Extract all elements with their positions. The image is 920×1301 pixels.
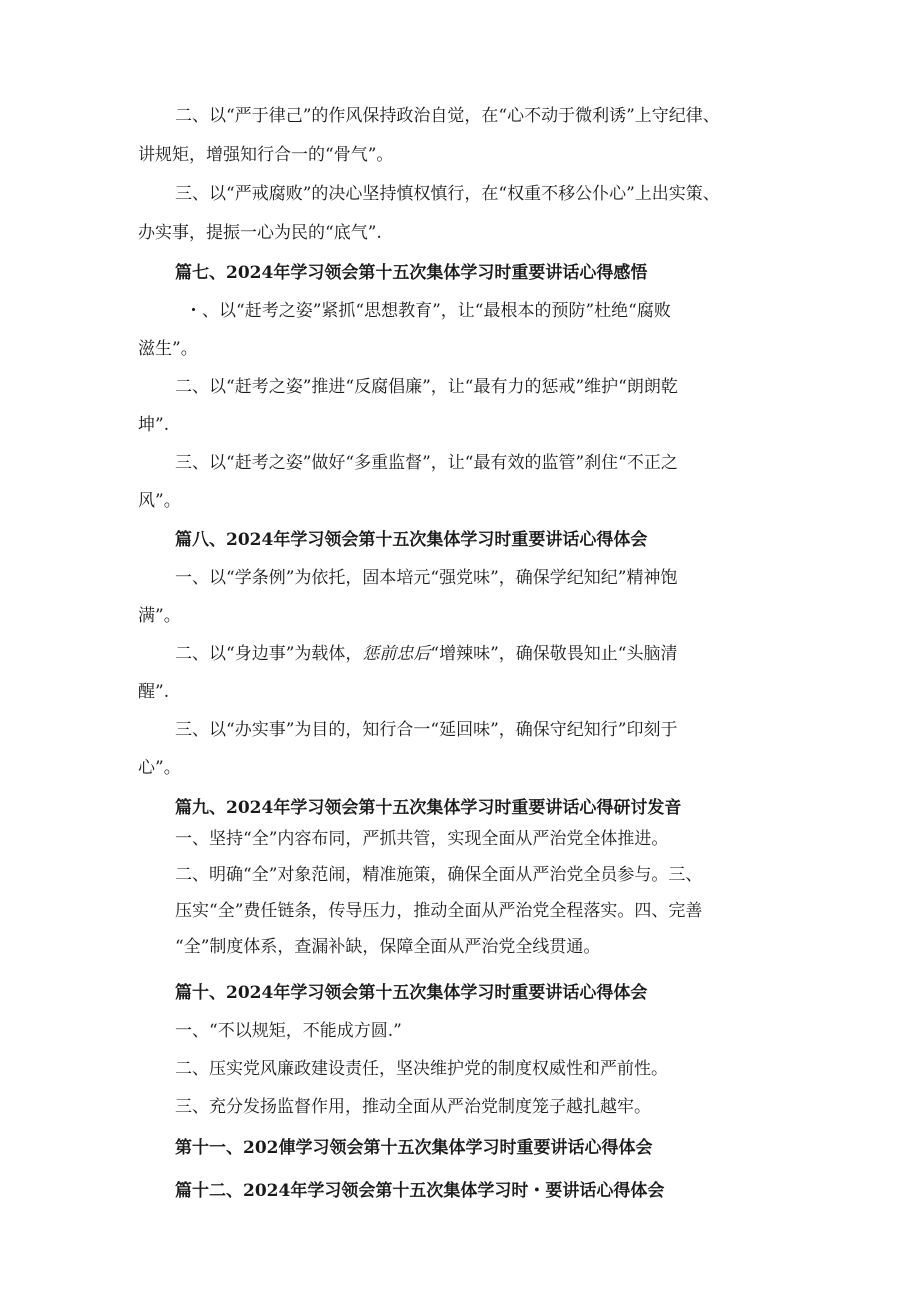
section-heading: 篇八、2024年学习领会第十五次集体学习时重要讲话心得体会	[175, 530, 648, 550]
section-heading: 篇七、2024年学习领会第十五次集体学习时重要讲话心得感悟	[175, 263, 648, 283]
paragraph-line: 三、以“办实事”为目的，知行合一“延回味”，确保守纪知行”印刻于	[175, 720, 678, 740]
paragraph-line: 二、以“赶考之姿”推进“反腐倡廉”，让“最有力的惩戒”维护“朗朗乾	[175, 377, 678, 397]
paragraph-line: 讲规矩，增强知行合一的“骨气”。	[138, 145, 394, 165]
paragraph-line	[175, 643, 677, 665]
paragraph-line: 办实事，提振一心为民的“底气”.	[138, 223, 382, 243]
paragraph-line: “全”制度体系，查漏补缺，保障全面从严治党全线贯通。	[175, 937, 601, 957]
paragraph-line: 二、以“严于律己”的作风保持政治自觉，在“心不动于微利诱”上守纪律、	[175, 106, 720, 126]
paragraph-line: 醒”.	[138, 682, 170, 702]
paragraph-line: 三、以“严戒腐败”的决心坚持慎权慎行，在“权重不移公仆心”上出实策、	[175, 184, 720, 204]
paragraph-line: 风”。	[138, 491, 181, 511]
paragraph-line: 二、压实党风廉政建设责任，坚决维护党的制度权威性和严前性。	[175, 1059, 668, 1079]
paragraph-line: 满”。	[138, 606, 181, 626]
paragraph-text: “增辣味”，确保敬畏知止“头脑清	[430, 644, 678, 664]
section-heading: 篇十二、2024年学习领会第十五次集体学习时・要讲话心得体会	[175, 1181, 665, 1201]
paragraph-line: 压实“全”费任链条，传导压力，推动全面从严治党全程落实。四、完善	[175, 901, 703, 921]
section-heading: 第十一、202俥学习领会第十五次集体学习时重要讲话心得体会	[175, 1138, 653, 1158]
paragraph-line: 滋生”。	[138, 339, 198, 359]
paragraph-line: 一、“不以规矩，不能成方圆.”	[175, 1021, 402, 1041]
paragraph-line: 一、坚持“全”内容布同，严抓共管，实现全面从严治党全体推进。	[175, 829, 669, 849]
paragraph-line: 坤”.	[138, 415, 170, 435]
section-heading: 篇九、2024年学习领会第十五次集体学习时重要讲话心得研讨发音	[175, 798, 682, 818]
paragraph-line: ・、以“赶考之姿”紧抓“思想教育”，让“最根本的预防”杜绝“腐败	[185, 301, 671, 321]
paragraph-italic-text: 惩前忠后	[362, 644, 431, 664]
paragraph-line: 三、充分发扬监督作用，推动全面从严治党制度笼子越扎越牢。	[175, 1097, 651, 1117]
paragraph-line: 一、以“学条例”为依托，固本培元“强党味”，确保学纪知纪”精神饱	[175, 568, 678, 588]
paragraph-line: 三、以“赶考之姿”做好“多重监督”，让“最有效的监管”刹住“不正之	[175, 453, 678, 473]
section-heading: 篇十、2024年学习领会第十五次集体学习时重要讲话心得体会	[175, 983, 648, 1003]
paragraph-line: 心”。	[138, 758, 181, 778]
paragraph-text: 二、以“身边事”为载体，	[175, 644, 363, 664]
paragraph-line: 二、明确“全”对象范闹，精准施策，确保全面从严治党全员参与。三、	[175, 865, 703, 885]
